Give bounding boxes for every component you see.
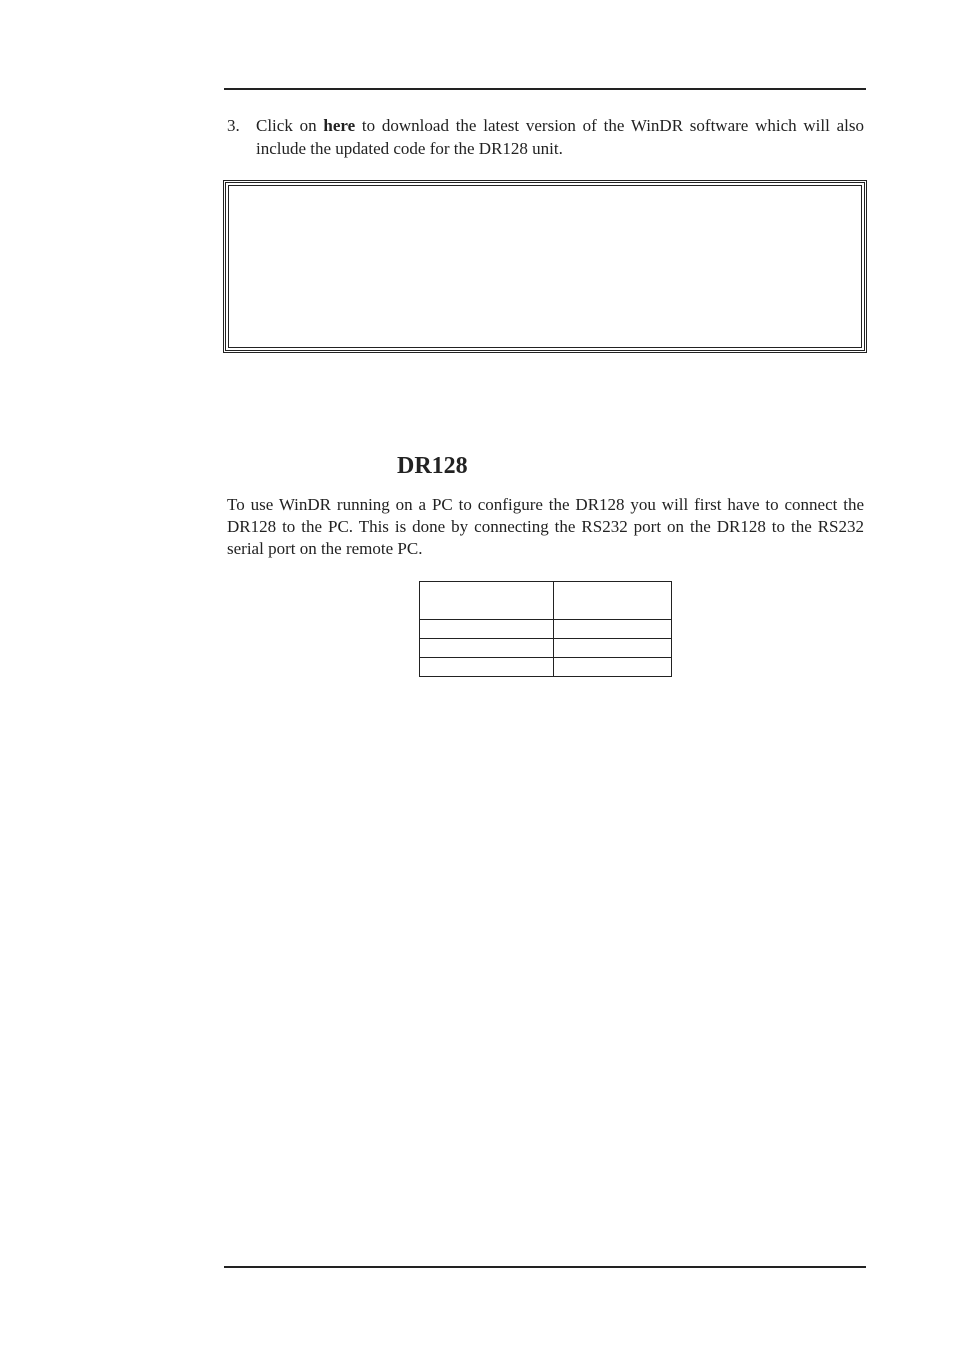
section-heading: DR128 (397, 453, 468, 479)
step-suffix: to download the latest version of the WinDR software which will also include the updated code for the DR128 unit. (256, 116, 864, 158)
table-row (420, 620, 672, 639)
header-rule (224, 88, 866, 90)
step-text (256, 114, 864, 160)
step-prefix: Click on (256, 116, 324, 135)
table-header-row (420, 582, 672, 620)
table-cell (420, 639, 554, 658)
table-header-cell (420, 582, 554, 620)
step-3 (227, 114, 864, 160)
table-header-cell (554, 582, 672, 620)
table-cell (420, 620, 554, 639)
section-paragraph: To use WinDR running on a PC to configure the DR128 you will first have to connect the DR128 to the PC. This is done by connecting the RS232 port on the DR128 to the RS232 serial port on the remote PC. (227, 495, 864, 558)
connection-table (419, 581, 672, 677)
note-box (223, 180, 867, 353)
table-row (420, 639, 672, 658)
table-cell (420, 658, 554, 677)
table-cell (554, 620, 672, 639)
table-row (420, 658, 672, 677)
table-cell (554, 639, 672, 658)
note-box-inner (228, 185, 862, 348)
footer-rule (224, 1266, 866, 1268)
step-number: 3. (227, 116, 240, 135)
download-link[interactable]: here (323, 116, 356, 135)
table-cell (554, 658, 672, 677)
